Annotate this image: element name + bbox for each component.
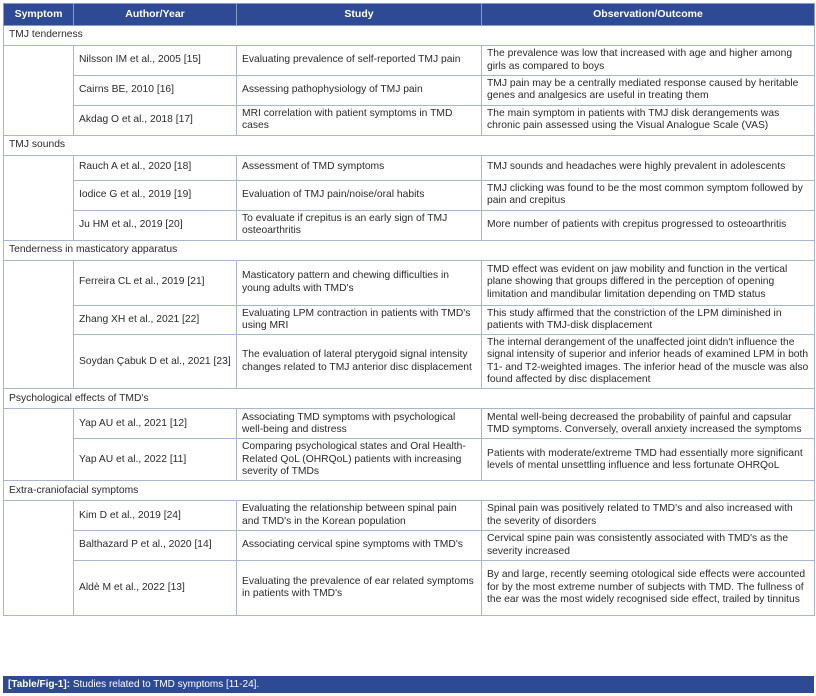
study-cell: Evaluation of TMJ pain/noise/oral habits xyxy=(237,180,482,210)
symptom-cell xyxy=(4,501,74,616)
outcome-cell: More number of patients with crepitus progressed to osteoarthritis xyxy=(482,210,815,240)
section-title: TMJ tenderness xyxy=(4,26,815,46)
study-cell: Masticatory pattern and chewing difficulties in young adults with TMD's xyxy=(237,260,482,305)
table-row xyxy=(4,260,815,305)
study-cell: Associating cervical spine symptoms with TMD's xyxy=(237,531,482,561)
study-cell: The evaluation of lateral pterygoid signal intensity changes related to TMJ anterior disc displacement xyxy=(237,335,482,389)
section-row xyxy=(4,26,815,46)
table-row xyxy=(4,305,815,335)
author-cell: Ju HM et al., 2019 [20] xyxy=(74,210,237,240)
table-row xyxy=(4,76,815,106)
section-title: TMJ sounds xyxy=(4,135,815,155)
author-cell: Cairns BE, 2010 [16] xyxy=(74,76,237,106)
author-cell: Iodice G et al., 2019 [19] xyxy=(74,180,237,210)
author-cell: Nilsson IM et al., 2005 [15] xyxy=(74,46,237,76)
caption-label: [Table/Fig-1]: xyxy=(8,679,71,690)
study-cell: Assessing pathophysiology of TMJ pain xyxy=(237,76,482,106)
outcome-cell: Patients with moderate/extreme TMD had essentially more significant levels of mental unsettling influence and less fortunate OHRQoL xyxy=(482,439,815,481)
outcome-cell: TMJ clicking was found to be the most common symptom followed by pain and crepitus xyxy=(482,180,815,210)
table-row xyxy=(4,210,815,240)
outcome-cell: This study affirmed that the constriction of the LPM diminished in patients with TMJ-disk displacement xyxy=(482,305,815,335)
header-author: Author/Year xyxy=(74,4,237,26)
table-row xyxy=(4,560,815,615)
symptom-cell xyxy=(4,155,74,240)
symptom-cell xyxy=(4,409,74,481)
author-cell: Ferreira CL et al., 2019 [21] xyxy=(74,260,237,305)
outcome-cell: Spinal pain was positively related to TMD's and also increased with the severity of disorders xyxy=(482,501,815,531)
symptoms-table xyxy=(3,3,815,616)
section-title: Extra-craniofacial symptoms xyxy=(4,481,815,501)
outcome-cell: TMD effect was evident on jaw mobility and function in the vertical plane showing that groups differed in the perception of opening limitation and mandibular limitation depending on TMD status xyxy=(482,260,815,305)
author-cell: Yap AU et al., 2022 [11] xyxy=(74,439,237,481)
outcome-cell: The prevalence was low that increased with age and higher among girls as compared to boys xyxy=(482,46,815,76)
section-title: Tenderness in masticatory apparatus xyxy=(4,240,815,260)
section-row xyxy=(4,135,815,155)
table-row xyxy=(4,409,815,439)
study-cell: To evaluate if crepitus is an early sign of TMJ osteoarthritis xyxy=(237,210,482,240)
outcome-cell: By and large, recently seeming otological side effects were accounted for by the most extreme number of subjects with TMD. The fullness of the ear was the most widely recognised side effect, trailed by tinnitus xyxy=(482,560,815,615)
table-caption xyxy=(3,676,814,693)
author-cell: Rauch A et al., 2020 [18] xyxy=(74,155,237,180)
study-cell: Evaluating prevalence of self-reported TMJ pain xyxy=(237,46,482,76)
author-cell: Akdag O et al., 2018 [17] xyxy=(74,105,237,135)
outcome-cell: Cervical spine pain was consistently associated with TMD's as the severity increased xyxy=(482,531,815,561)
study-cell: Evaluating LPM contraction in patients with TMD's using MRI xyxy=(237,305,482,335)
symptom-cell xyxy=(4,260,74,389)
study-cell: Evaluating the prevalence of ear related symptoms in patients with TMD's xyxy=(237,560,482,615)
section-title: Psychological effects of TMD's xyxy=(4,389,815,409)
header-study: Study xyxy=(237,4,482,26)
table-row xyxy=(4,155,815,180)
symptom-cell xyxy=(4,46,74,136)
table-row xyxy=(4,46,815,76)
author-cell: Balthazard P et al., 2020 [14] xyxy=(74,531,237,561)
table-row xyxy=(4,531,815,561)
study-cell: Comparing psychological states and Oral Health-Related QoL (OHRQoL) patients with increasing severity of TMDs xyxy=(237,439,482,481)
table-row xyxy=(4,439,815,481)
study-cell: MRI correlation with patient symptoms in TMD cases xyxy=(237,105,482,135)
author-cell: Aldè M et al., 2022 [13] xyxy=(74,560,237,615)
table-row xyxy=(4,105,815,135)
study-cell: Evaluating the relationship between spinal pain and TMD's in the Korean population xyxy=(237,501,482,531)
table-body xyxy=(4,26,815,616)
outcome-cell: Mental well-being decreased the probability of painful and capsular TMD symptoms. Conversely, overall anxiety increased the symptoms xyxy=(482,409,815,439)
outcome-cell: TMJ sounds and headaches were highly prevalent in adolescents xyxy=(482,155,815,180)
table-header-row xyxy=(4,4,815,26)
table-row xyxy=(4,180,815,210)
author-cell: Kim D et al., 2019 [24] xyxy=(74,501,237,531)
table-row xyxy=(4,335,815,389)
study-cell: Associating TMD symptoms with psychological well-being and distress xyxy=(237,409,482,439)
section-row xyxy=(4,389,815,409)
outcome-cell: The main symptom in patients with TMJ disk derangements was chronic pain assessed using the Visual Analogue Scale (VAS) xyxy=(482,105,815,135)
outcome-cell: The internal derangement of the unaffected joint didn't influence the signal intensity of superior and inferior heads of examined LPM in both T1- and T2-weighted images. The inferior head of the muscle was also found affected by disc displacement xyxy=(482,335,815,389)
author-cell: Soydan Çabuk D et al., 2021 [23] xyxy=(74,335,237,389)
author-cell: Yap AU et al., 2021 [12] xyxy=(74,409,237,439)
section-row xyxy=(4,240,815,260)
author-cell: Zhang XH et al., 2021 [22] xyxy=(74,305,237,335)
header-outcome: Observation/Outcome xyxy=(482,4,815,26)
section-row xyxy=(4,481,815,501)
header-symptom: Symptom xyxy=(4,4,74,26)
caption-text: Studies related to TMD symptoms [11-24]. xyxy=(72,679,260,690)
outcome-cell: TMJ pain may be a centrally mediated response caused by heritable genes and analgesics are useful in treating them xyxy=(482,76,815,106)
table-row xyxy=(4,501,815,531)
study-cell: Assessment of TMD symptoms xyxy=(237,155,482,180)
